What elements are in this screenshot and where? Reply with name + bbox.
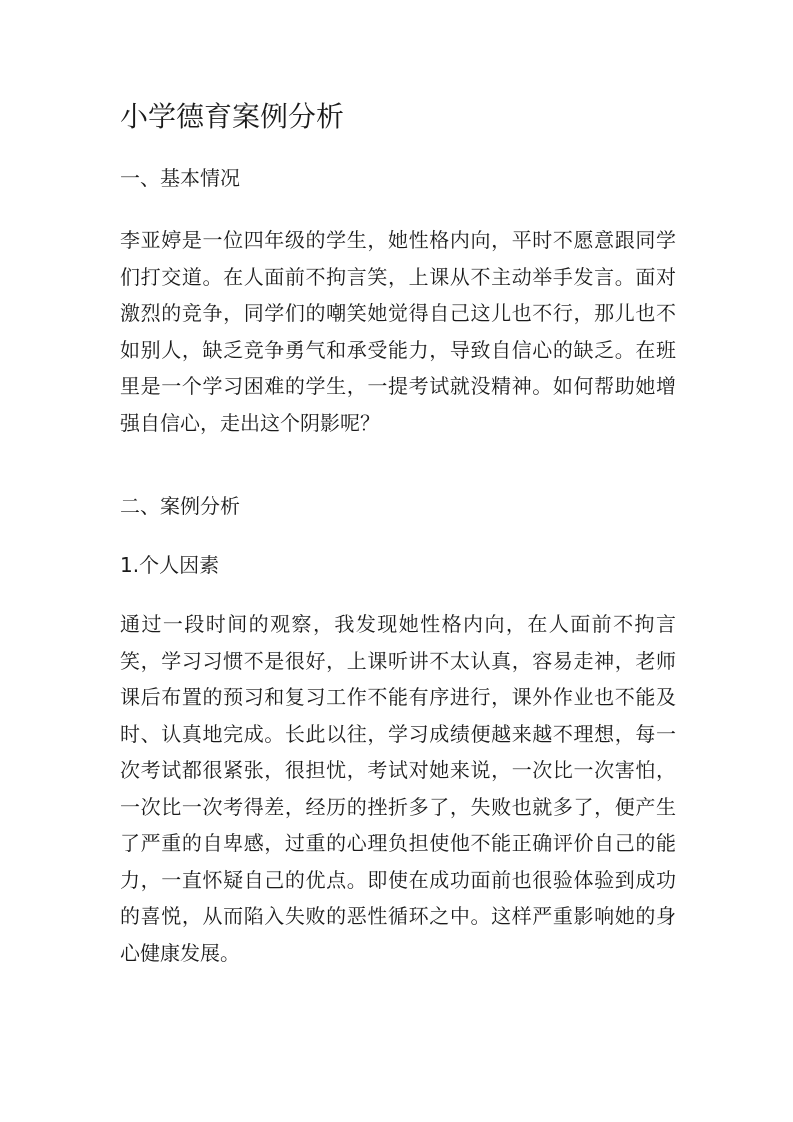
document-title: 小学德育案例分析: [120, 100, 345, 133]
subsection-heading-personal-factors: 1.个人因素: [120, 553, 220, 577]
section-heading-basic-info: 一、基本情况: [120, 166, 240, 190]
section-heading-case-analysis: 二、案例分析: [120, 494, 240, 518]
paragraph-basic-info: 李亚婷是一位四年级的学生，她性格内向，平时不愿意跟同学们打交道。在人面前不拘言笑，上课从不主动举手发言。面对激烈的竞争，同学们的嘲笑她觉得自己这儿也不行，那儿也不如别人，缺乏竞争勇气和承受能力，导致自信心的缺乏。在班里是一个学习困难的学生，一提考试就没精神。如何帮助她增强自信心，走出这个阴影呢？: [120, 228, 676, 435]
paragraph-personal-factors: 通过一段时间的观察，我发现她性格内向，在人面前不拘言笑，学习习惯不是很好，上课听讲不太认真，容易走神，老师课后布置的预习和复习工作不能有序进行，课外作业也不能及时、认真地完成。长此以往，学习成绩便越来越不理想，每一次考试都很紧张，很担忧，考试对她来说，一次比一次害怕，一次比一次考得差，经历的挫折多了，失败也就多了，便产生了严重的自卑感，过重的心理负担使他不能正确评价自己的能力，一直怀疑自己的优点。即使在成功面前也很验体验到成功的喜悦，从而陷入失败的恶性循环之中。这样严重影响她的身心健康发展。: [120, 612, 676, 965]
